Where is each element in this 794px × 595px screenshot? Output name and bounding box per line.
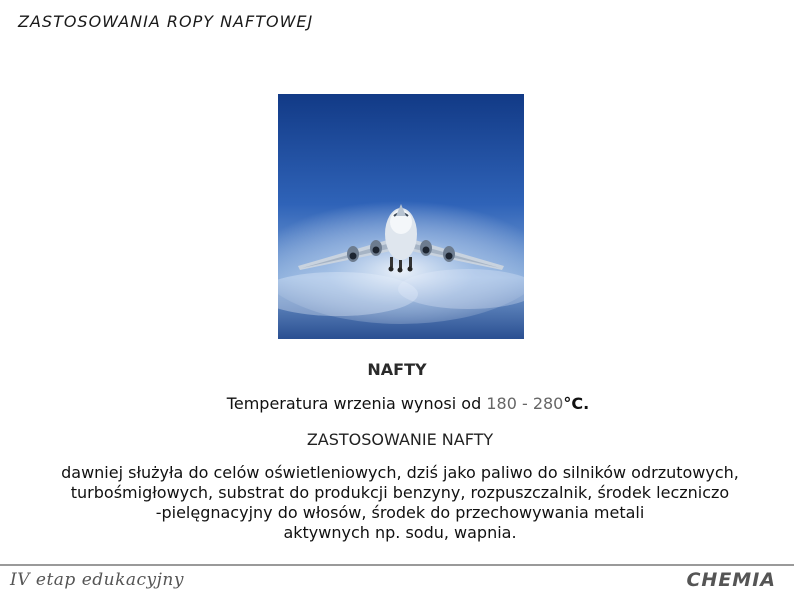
airplane-photo [278,94,524,339]
temperature-prefix: Temperatura wrzenia wynosi od [226,394,482,413]
usage-line: aktywnych np. sodu, wapnia. [283,523,517,542]
usage-line: -pielęgnacyjny do włosów, środek do przechowywania metali [155,503,645,522]
usage-line: turbośmigłowych, substrat do produkcji benzyny, rozpuszczalnik, środek leczniczo [70,483,730,502]
footer-subject-label: CHEMIA [686,569,776,591]
footer-stage-label: IV etap edukacyjny [10,570,184,590]
usage-line: dawniej służyła do celów oświetleniowych, dziś jako paliwo do silników odrzutowych, [61,463,739,482]
slide-title: ZASTOSOWANIA ROPY NAFTOWEJ [18,12,314,31]
usage-paragraph [18,463,782,543]
footer-divider [0,564,794,566]
temperature-range: 180 - 280 [486,394,564,413]
section-heading-nafty: NAFTY [367,360,427,379]
usage-heading: ZASTOSOWANIE NAFTY [306,430,494,449]
temperature-unit: °C. [563,394,590,413]
temperature-line [0,394,794,413]
